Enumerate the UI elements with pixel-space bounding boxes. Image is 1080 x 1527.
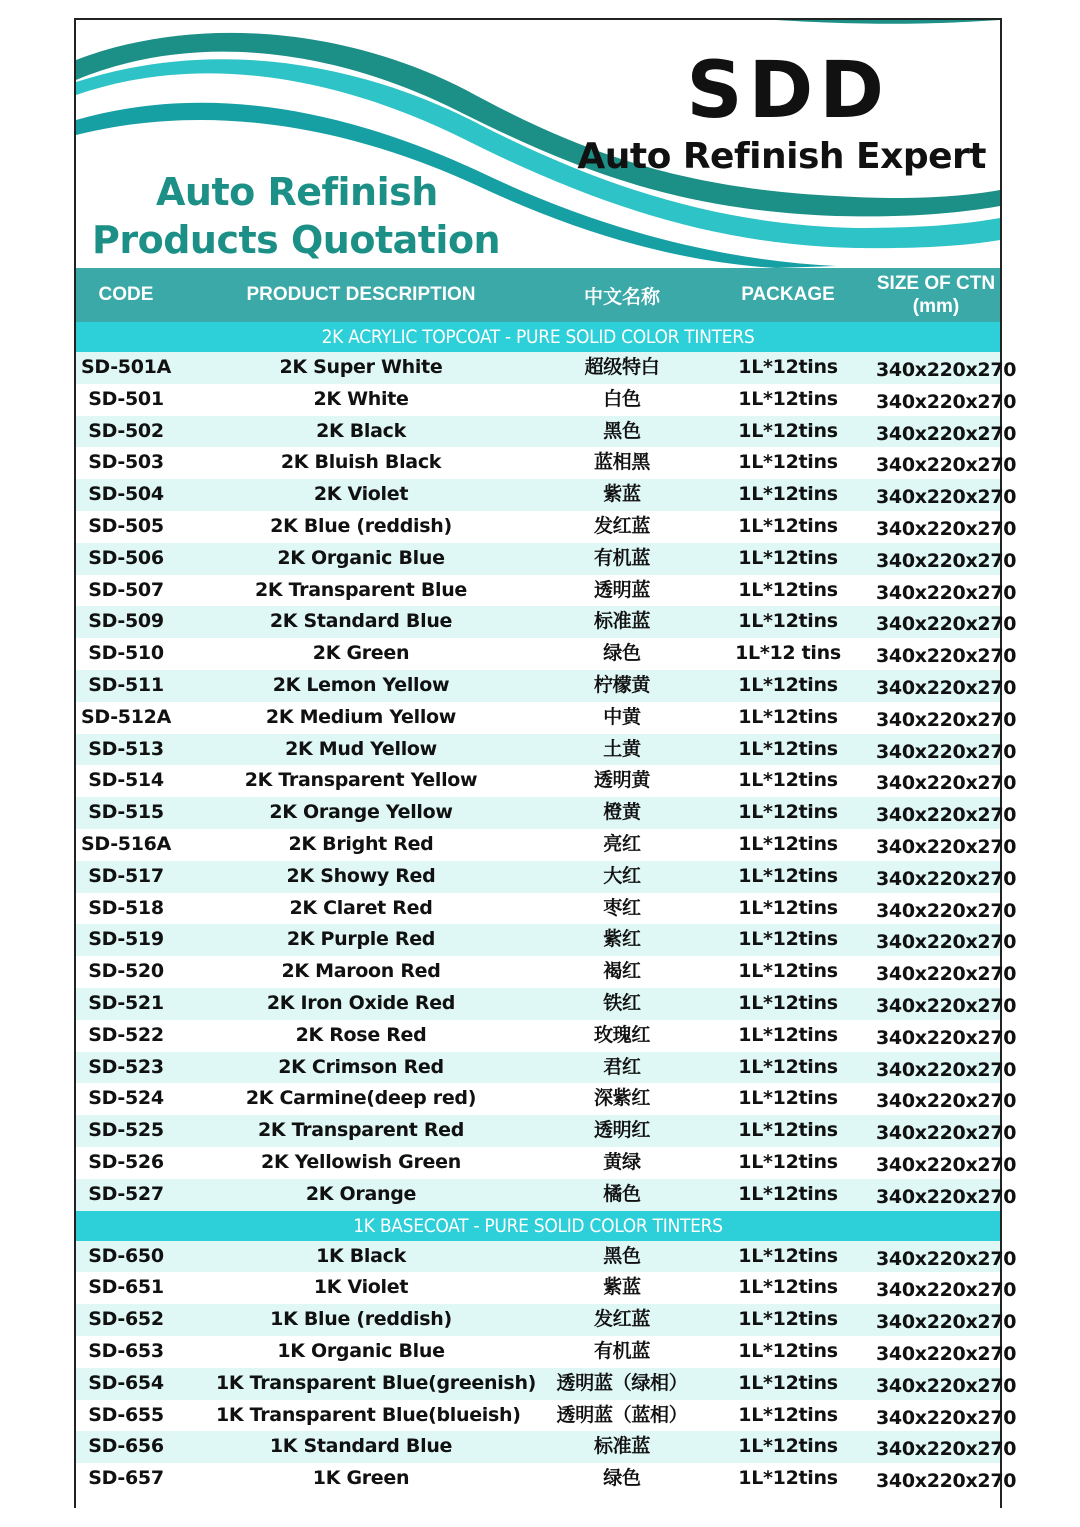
cell-pkg: 1L*12tins xyxy=(738,1435,838,1458)
cell-size: 340x220x270 xyxy=(876,390,1017,413)
cell-desc: 2K Purple Red xyxy=(286,928,436,951)
cell-size: 340x220x270 xyxy=(876,931,1017,954)
section-title: 1K BASECOAT - PURE SOLID COLOR TINTERS xyxy=(76,1211,1000,1241)
cell-code: SD-507 xyxy=(88,578,164,601)
cell-pkg: 1L*12tins xyxy=(738,1023,838,1046)
cell-desc: 2K Mud Yellow xyxy=(285,737,437,760)
cell-cn: 发红蓝 xyxy=(593,514,651,537)
cell-pkg: 1L*12tins xyxy=(738,832,838,855)
cell-cn: 君红 xyxy=(603,1055,641,1078)
table-row xyxy=(76,956,1017,988)
cell-code: SD-656 xyxy=(88,1435,164,1458)
cell-pkg: 1L*12tins xyxy=(738,356,838,378)
cell-code: SD-513 xyxy=(88,737,164,760)
cell-desc: 2K Super White xyxy=(279,356,443,378)
cell-size: 340x220x270 xyxy=(876,1374,1017,1397)
cell-desc: 1K Black xyxy=(316,1244,406,1267)
header-size xyxy=(872,268,1000,322)
cell-size: 340x220x270 xyxy=(876,1122,1017,1145)
cell-cn: 有机蓝 xyxy=(593,1339,651,1362)
cell-cn: 亮红 xyxy=(603,832,641,855)
cell-size: 340x220x270 xyxy=(876,676,1017,699)
cell-size: 340x220x270 xyxy=(876,1090,1017,1113)
cell-pkg: 1L*12tins xyxy=(738,1276,838,1299)
cell-pkg: 1L*12tins xyxy=(738,864,838,887)
cell-size: 340x220x270 xyxy=(876,613,1017,636)
cell-size: 340x220x270 xyxy=(876,772,1017,795)
cell-pkg: 1L*12tins xyxy=(738,1308,838,1331)
header-size-label: SIZE OF CTN xyxy=(876,273,996,294)
cell-code: SD-650 xyxy=(88,1244,164,1267)
table-row xyxy=(76,1368,1017,1400)
table-row xyxy=(76,988,1017,1020)
cell-size: 340x220x270 xyxy=(876,899,1017,922)
cell-size: 340x220x270 xyxy=(876,581,1017,604)
table-row xyxy=(76,575,1017,607)
cell-desc: 1K Organic Blue xyxy=(277,1339,445,1362)
cell-cn: 绿色 xyxy=(603,1467,641,1490)
cell-pkg: 1L*12tins xyxy=(738,1182,838,1205)
cell-desc: 2K Lemon Yellow xyxy=(272,673,450,696)
cell-cn: 蓝相黑 xyxy=(593,451,651,474)
table-row xyxy=(76,1179,1017,1211)
table-row xyxy=(76,511,1017,543)
page-title-line2: Products Quotation xyxy=(92,218,501,262)
cell-cn: 透明蓝 xyxy=(593,578,651,601)
cell-size: 340x220x270 xyxy=(876,1311,1017,1334)
cell-desc: 1K Violet xyxy=(313,1276,409,1299)
cell-size: 340x220x270 xyxy=(876,359,1017,381)
cell-pkg: 1L*12tins xyxy=(738,991,838,1014)
cell-code: SD-520 xyxy=(88,960,164,983)
brand-subtitle: Auto Refinish Expert xyxy=(577,136,986,177)
cell-desc: 2K Bright Red xyxy=(288,832,434,855)
cell-code: SD-518 xyxy=(88,896,164,919)
cell-cn: 紫蓝 xyxy=(603,483,641,506)
cell-code: SD-519 xyxy=(88,928,164,951)
cell-desc: 2K Medium Yellow xyxy=(265,705,457,728)
cell-desc: 2K Transparent Yellow xyxy=(244,769,478,792)
cell-desc: 2K Standard Blue xyxy=(269,610,453,633)
cell-desc: 2K Transparent Blue xyxy=(254,578,468,601)
cell-desc: 2K Iron Oxide Red xyxy=(266,991,456,1014)
cell-pkg: 1L*12tins xyxy=(738,610,838,633)
cell-size: 340x220x270 xyxy=(876,454,1017,477)
cell-size: 340x220x270 xyxy=(876,517,1017,540)
cell-pkg: 1L*12tins xyxy=(738,387,838,410)
cell-desc: 2K Rose Red xyxy=(295,1023,427,1046)
cell-size: 340x220x270 xyxy=(876,1438,1017,1461)
cell-pkg: 1L*12tins xyxy=(738,578,838,601)
cell-pkg: 1L*12tins xyxy=(738,419,838,442)
table-row xyxy=(76,765,1017,797)
table-row xyxy=(76,702,1017,734)
cell-size: 340x220x270 xyxy=(876,835,1017,858)
table-row xyxy=(76,829,1017,861)
cell-pkg: 1L*12tins xyxy=(738,1087,838,1110)
table-row xyxy=(76,861,1017,893)
cell-cn: 枣红 xyxy=(603,896,641,919)
table-row xyxy=(76,1020,1017,1052)
table-row xyxy=(76,1083,1017,1115)
cell-code: SD-652 xyxy=(88,1308,164,1331)
cell-code: SD-502 xyxy=(88,419,164,442)
cell-size: 340x220x270 xyxy=(876,549,1017,572)
cell-cn: 标准蓝 xyxy=(593,610,651,633)
cell-code: SD-503 xyxy=(88,451,164,474)
table-row xyxy=(76,1147,1017,1179)
header-chinese-name: 中文名称 xyxy=(583,286,660,308)
cell-cn: 标准蓝 xyxy=(593,1435,651,1458)
cell-code: SD-516A xyxy=(81,832,171,855)
cell-cn: 透明红 xyxy=(593,1119,651,1142)
cell-cn: 玫瑰红 xyxy=(593,1023,651,1046)
cell-cn: 超级特白 xyxy=(584,356,660,378)
section-title: 2K ACRYLIC TOPCOAT - PURE SOLID COLOR TINTERS xyxy=(76,322,1000,352)
cell-desc: 2K Claret Red xyxy=(289,896,433,919)
table-row xyxy=(76,797,1017,829)
cell-code: SD-511 xyxy=(88,673,164,696)
table-row xyxy=(76,670,1017,702)
cell-pkg: 1L*12tins xyxy=(738,737,838,760)
table-row xyxy=(76,1431,1017,1463)
cell-pkg: 1L*12tins xyxy=(738,1467,838,1490)
cell-size: 340x220x270 xyxy=(876,1342,1017,1365)
table-row xyxy=(76,1241,1017,1273)
table-row xyxy=(76,1336,1017,1368)
table-row xyxy=(76,606,1017,638)
table-row xyxy=(76,384,1017,416)
cell-code: SD-501 xyxy=(88,387,164,410)
cell-pkg: 1L*12tins xyxy=(738,705,838,728)
cell-code: SD-655 xyxy=(88,1403,164,1426)
cell-desc: 2K Bluish Black xyxy=(280,451,442,474)
table-row xyxy=(76,893,1017,925)
cell-desc: 2K Yellowish Green xyxy=(261,1150,461,1173)
cell-cn: 中黄 xyxy=(603,705,641,728)
cell-code: SD-501A xyxy=(81,356,171,378)
cell-cn: 黑色 xyxy=(603,1244,641,1267)
cell-code: SD-509 xyxy=(88,610,164,633)
table-body xyxy=(76,322,1017,1495)
quotation-sheet xyxy=(74,18,1017,1508)
cell-pkg: 1L*12tins xyxy=(738,673,838,696)
header-description: PRODUCT DESCRIPTION xyxy=(246,284,476,305)
cell-desc: 2K White xyxy=(313,387,409,410)
cell-pkg: 1L*12tins xyxy=(738,546,838,569)
cell-desc: 2K Violet xyxy=(313,483,409,506)
cell-size: 340x220x270 xyxy=(876,867,1017,890)
cell-pkg: 1L*12tins xyxy=(738,1339,838,1362)
cell-code: SD-512A xyxy=(81,705,171,728)
header-code: CODE xyxy=(98,284,154,305)
cell-cn: 黄绿 xyxy=(603,1150,641,1173)
table-row xyxy=(76,1463,1017,1495)
cell-cn: 橘色 xyxy=(603,1182,641,1205)
cell-code: SD-654 xyxy=(88,1371,164,1394)
cell-pkg: 1L*12tins xyxy=(738,451,838,474)
cell-code: SD-524 xyxy=(88,1087,164,1110)
cell-desc: 2K Black xyxy=(316,419,406,442)
cell-cn: 有机蓝 xyxy=(593,546,651,569)
cell-size: 340x220x270 xyxy=(876,1470,1017,1493)
cell-desc: 1K Transparent Blue(blueish) xyxy=(216,1403,521,1426)
table-row xyxy=(76,1400,1017,1432)
cell-cn: 白色 xyxy=(603,387,641,410)
table-row xyxy=(76,1115,1017,1147)
cell-desc: 2K Orange Yellow xyxy=(269,801,453,824)
cell-cn: 黑色 xyxy=(603,419,641,442)
cell-size: 340x220x270 xyxy=(876,1247,1017,1270)
cell-code: SD-505 xyxy=(88,514,164,537)
table-row xyxy=(76,734,1017,766)
cell-desc: 1K Standard Blue xyxy=(269,1435,453,1458)
cell-cn: 柠檬黄 xyxy=(593,673,651,696)
cell-cn: 铁红 xyxy=(603,991,641,1014)
cell-size: 340x220x270 xyxy=(876,994,1017,1017)
cell-code: SD-523 xyxy=(88,1055,164,1078)
cell-code: SD-504 xyxy=(88,483,164,506)
cell-cn: 紫蓝 xyxy=(603,1276,641,1299)
cell-pkg: 1L*12tins xyxy=(738,801,838,824)
cell-desc: 1K Blue (reddish) xyxy=(270,1308,452,1331)
cell-size: 340x220x270 xyxy=(876,1279,1017,1302)
cell-code: SD-653 xyxy=(88,1339,164,1362)
cell-size: 340x220x270 xyxy=(876,1026,1017,1049)
cell-cn: 大红 xyxy=(603,864,641,887)
cell-cn: 土黄 xyxy=(603,737,641,760)
cell-size: 340x220x270 xyxy=(876,1153,1017,1176)
table-header xyxy=(76,268,1000,322)
cell-cn: 透明蓝（蓝相） xyxy=(556,1403,688,1426)
table-row xyxy=(76,1304,1017,1336)
cell-pkg: 1L*12tins xyxy=(738,1119,838,1142)
cell-cn: 透明黄 xyxy=(593,769,651,792)
cell-pkg: 1L*12tins xyxy=(738,483,838,506)
header-size-unit: (mm) xyxy=(912,296,960,317)
cell-size: 340x220x270 xyxy=(876,1058,1017,1081)
cell-pkg: 1L*12tins xyxy=(738,1244,838,1267)
cell-desc: 1K Green xyxy=(312,1467,410,1490)
cell-size: 340x220x270 xyxy=(876,486,1017,509)
cell-cn: 紫红 xyxy=(603,928,641,951)
cell-pkg: 1L*12tins xyxy=(738,1150,838,1173)
cell-size: 340x220x270 xyxy=(876,740,1017,763)
cell-cn: 发红蓝 xyxy=(593,1308,651,1331)
cell-pkg: 1L*12tins xyxy=(738,960,838,983)
cell-cn: 透明蓝（绿相） xyxy=(556,1371,688,1394)
cell-code: SD-521 xyxy=(88,991,164,1014)
cell-desc: 2K Crimson Red xyxy=(278,1055,444,1078)
cell-code: SD-525 xyxy=(88,1119,164,1142)
cell-size: 340x220x270 xyxy=(876,708,1017,731)
cell-code: SD-514 xyxy=(88,769,164,792)
cell-pkg: 1L*12tins xyxy=(738,896,838,919)
cell-pkg: 1L*12 tins xyxy=(735,642,841,665)
cell-size: 340x220x270 xyxy=(876,963,1017,986)
cell-size: 340x220x270 xyxy=(876,1406,1017,1429)
cell-code: SD-526 xyxy=(88,1150,164,1173)
cell-cn: 深紫红 xyxy=(593,1087,651,1110)
cell-code: SD-522 xyxy=(88,1023,164,1046)
cell-pkg: 1L*12tins xyxy=(738,1371,838,1394)
cell-pkg: 1L*12tins xyxy=(738,928,838,951)
cell-size: 340x220x270 xyxy=(876,804,1017,827)
cell-code: SD-515 xyxy=(88,801,164,824)
cell-size: 340x220x270 xyxy=(876,1185,1017,1208)
cell-desc: 2K Orange xyxy=(305,1182,417,1205)
header-banner xyxy=(76,20,1000,268)
cell-pkg: 1L*12tins xyxy=(738,1055,838,1078)
cell-desc: 1K Transparent Blue(greenish) xyxy=(216,1371,537,1394)
cell-desc: 2K Carmine(deep red) xyxy=(245,1087,477,1110)
table-row xyxy=(76,416,1017,448)
cell-desc: 2K Transparent Red xyxy=(257,1119,465,1142)
table-row xyxy=(76,924,1017,956)
table-row xyxy=(76,479,1017,511)
table-row xyxy=(76,1052,1017,1084)
cell-desc: 2K Organic Blue xyxy=(277,546,445,569)
cell-size: 340x220x270 xyxy=(876,422,1017,445)
cell-code: SD-517 xyxy=(88,864,164,887)
table-row xyxy=(76,352,1017,384)
cell-code: SD-651 xyxy=(88,1276,164,1299)
cell-cn: 橙黄 xyxy=(603,801,641,824)
table-row xyxy=(76,1272,1017,1304)
cell-code: SD-510 xyxy=(88,642,164,665)
cell-desc: 2K Maroon Red xyxy=(281,960,441,983)
table-row xyxy=(76,447,1017,479)
cell-code: SD-527 xyxy=(88,1182,164,1205)
cell-desc: 2K Green xyxy=(312,642,410,665)
cell-size: 340x220x270 xyxy=(876,645,1017,668)
cell-desc: 2K Blue (reddish) xyxy=(270,514,452,537)
table-row xyxy=(76,638,1017,670)
cell-desc: 2K Showy Red xyxy=(286,864,436,887)
cell-pkg: 1L*12tins xyxy=(738,1403,838,1426)
cell-pkg: 1L*12tins xyxy=(738,514,838,537)
cell-code: SD-657 xyxy=(88,1467,164,1490)
cell-code: SD-506 xyxy=(88,546,164,569)
brand-logo-text: SDD xyxy=(686,46,890,136)
cell-pkg: 1L*12tins xyxy=(738,769,838,792)
cell-cn: 褐红 xyxy=(603,960,641,983)
table-row xyxy=(76,543,1017,575)
cell-cn: 绿色 xyxy=(603,642,641,665)
page-title-line1: Auto Refinish xyxy=(156,170,438,214)
header-package: PACKAGE xyxy=(741,284,835,305)
